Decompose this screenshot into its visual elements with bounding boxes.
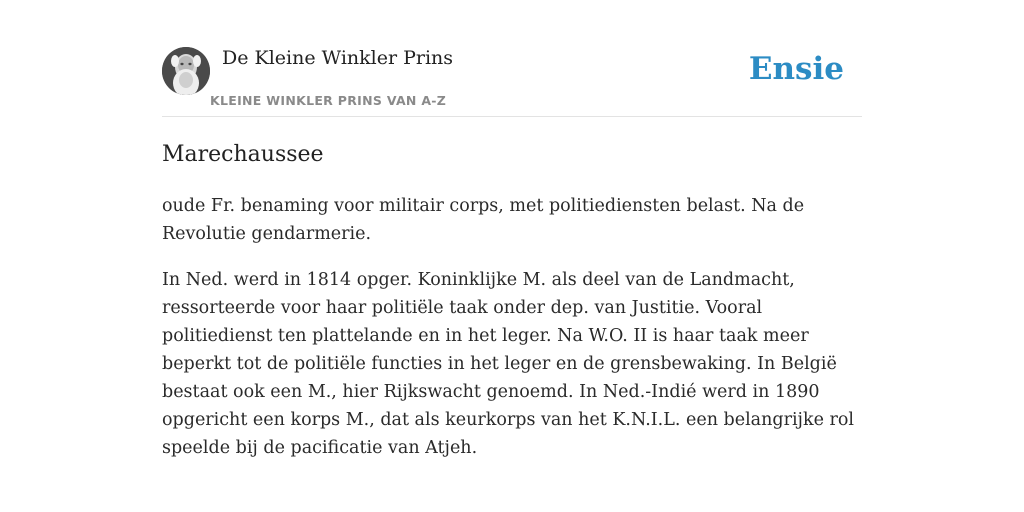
portrait-avatar-graphic <box>162 47 210 95</box>
entry-title: Marechaussee <box>162 142 324 167</box>
source-subtitle[interactable]: KLEINE WINKLER PRINS VAN A-Z <box>210 93 447 108</box>
entry-paragraph: In Ned. werd in 1814 opger. Koninklijke M. als deel van de Landmacht, ressorteerde voor haar politiële taak onder dep. van Justitie. Vooral politiedienst ten plattelande en in het leger. Na W.O. II is haar taak meer beperkt tot de politiële functies in het leger en de grensbewaking. In België bestaat ook een M., hier Rijkswacht genoemd. In Ned.-Indié werd in 1890 opgericht een korps M., dat als keurkorps van het K.N.I.L. een belangrijke rol speelde bij de pacificatie van Atjeh. <box>162 270 854 458</box>
entry-content <box>162 140 862 462</box>
ensie-logo[interactable]: Ensie <box>748 51 844 87</box>
entry-paragraph: oude Fr. benaming voor militair corps, met politiediensten belast. Na de Revolutie gendarmerie. <box>162 196 805 244</box>
header <box>162 40 862 117</box>
source-title[interactable]: De Kleine Winkler Prins <box>222 47 454 69</box>
portrait-avatar-icon[interactable] <box>162 47 210 95</box>
